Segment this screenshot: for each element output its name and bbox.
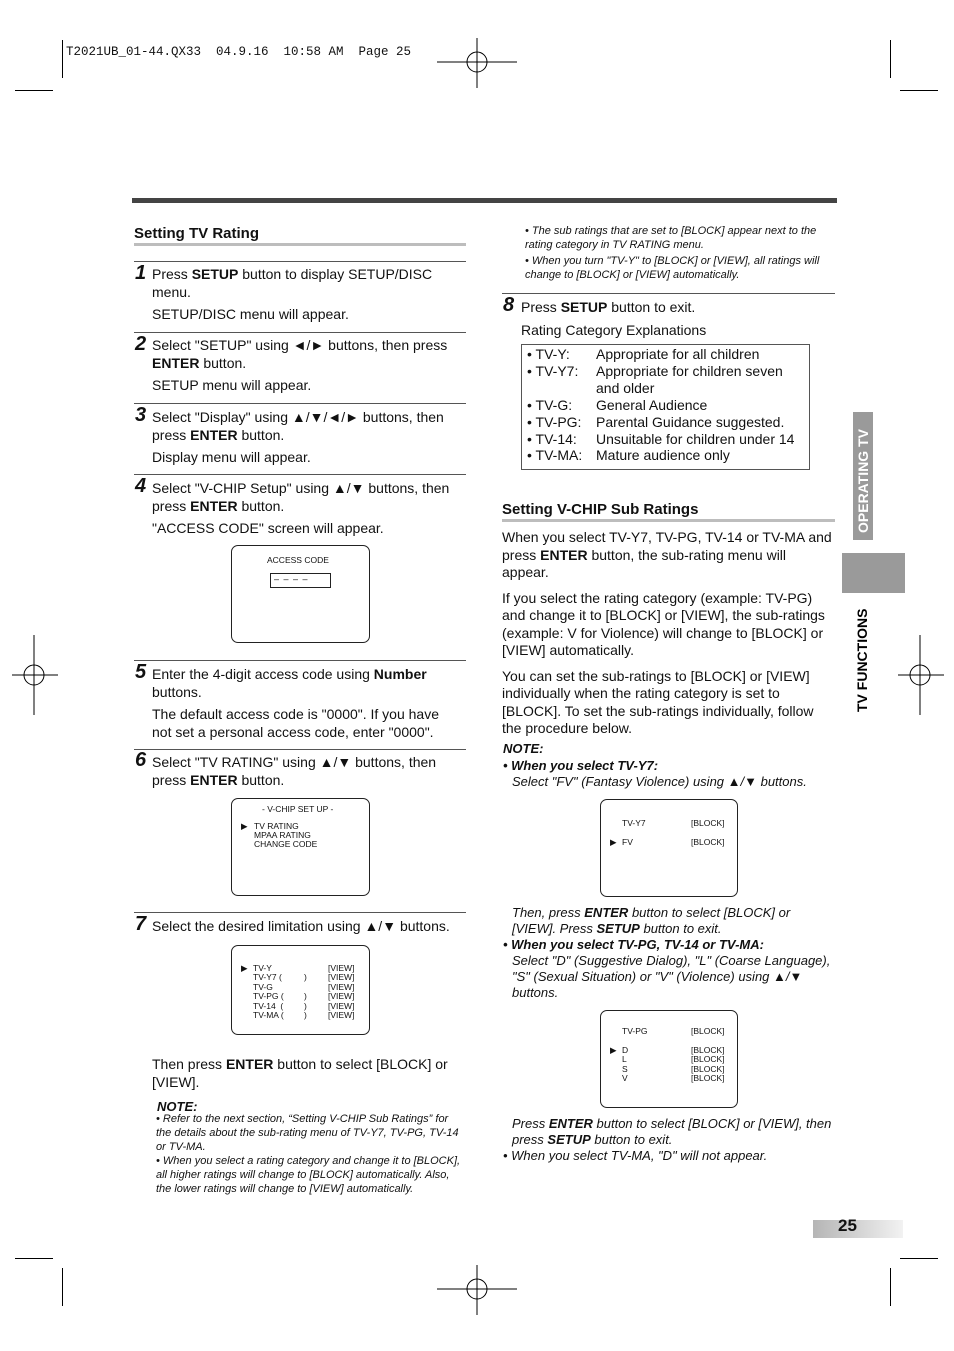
step-2-text: Select "SETUP" using ◄/► buttons, then press ENTER button. SETUP menu will appear. (152, 337, 448, 393)
step-5-text: Enter the 4-digit access code using Number buttons. The default access code is "0000". If you have not set a personal access code, enter "0000". (152, 666, 439, 740)
step-divider (134, 332, 466, 333)
sub-rating-label: L (622, 1054, 627, 1064)
category-code: • TV-MA: (527, 447, 583, 463)
top-note: • The sub ratings that are set to [BLOCK] appear next to the rating category in TV RATING menu. (525, 225, 817, 251)
sub-rating-intro: When you select TV-Y7, TV-PG, TV-14 or TV-MA and press ENTER button, the sub-rating menu will appear. If you select the rating category (example: TV-PG) and change it to [BLOCK] or [VIEW], the sub-ratings (example: V for Violence) will change to [BLOCK] or [VIEW] automatically. You can set the sub-ratings to [BLOCK] or [VIEW] individually when the rating category is set to [BLOCK]. To set the sub-ratings individually, follow the procedure below. (502, 529, 832, 736)
rating-label: TV-MA ( (253, 1010, 284, 1020)
sub-rating-value: [BLOCK] (691, 1045, 725, 1055)
rating-label: TV-Y7 (622, 818, 646, 828)
top-note: • When you turn "TV-Y" to [BLOCK] or [VIEW], all ratings will change to [BLOCK] or [VIEW] automatically. (525, 255, 820, 281)
sub-rating-label: D (622, 1045, 629, 1055)
sub-rating-value: [BLOCK] (691, 1054, 725, 1064)
sub-rating-value: [BLOCK] (691, 1073, 725, 1083)
category-desc: General Audience (596, 397, 708, 413)
menu-item: TV RATING (254, 821, 299, 831)
rating-paren: ) (304, 1010, 307, 1020)
crop-mark (900, 1258, 938, 1259)
registration-mark-icon (437, 1265, 517, 1315)
category-code: • TV-Y7: (527, 363, 579, 379)
rating-value: [VIEW] (328, 1010, 355, 1020)
section-title: Setting V-CHIP Sub Ratings (502, 501, 699, 518)
cursor-arrow-icon: ▶ (241, 963, 248, 973)
step-divider (134, 749, 466, 750)
category-desc: Unsuitable for children under 14 (596, 431, 795, 447)
code-input-box (270, 573, 331, 588)
code-placeholder: – – – – (274, 574, 309, 584)
tv-pg-subrating-screen (600, 1010, 738, 1108)
step-4-text: Select "V-CHIP Setup" using ▲/▼ buttons, then press ENTER button. "ACCESS CODE" screen will appear. (152, 480, 450, 536)
note-heading: NOTE: (503, 741, 544, 756)
menu-item: MPAA RATING (254, 830, 311, 840)
cursor-arrow-icon: ▶ (610, 1045, 617, 1055)
section-rule (502, 519, 835, 522)
step-number: 6 (135, 749, 147, 771)
rating-value: [VIEW] (328, 982, 355, 992)
note-subhead: • When you select TV-PG, TV-14 or TV-MA: (503, 937, 764, 952)
sub-rating-label: FV (622, 837, 633, 847)
cursor-arrow-icon: ▶ (610, 837, 617, 847)
note-heading: NOTE: (157, 1099, 198, 1114)
side-tab-label: OPERATING TV (855, 429, 871, 533)
rating-paren: ) (304, 972, 307, 982)
rating-label: TV-PG (622, 1026, 648, 1036)
rating-value: [VIEW] (328, 963, 355, 973)
rating-label: TV-Y (253, 963, 272, 973)
rating-value: [VIEW] (328, 1001, 355, 1011)
rating-value: [VIEW] (328, 991, 355, 1001)
note-subhead: • When you select TV-Y7: (503, 758, 659, 773)
step-number: 8 (503, 294, 515, 316)
note-text: • When you select a rating category and change it to [BLOCK], all higher ratings will change to [BLOCK] automatically. Also, the lower ratings will change to [VIEW] automatically. (156, 1155, 461, 1195)
crop-mark (890, 40, 891, 78)
note-text: • When you select TV-MA, "D" will not appear. (503, 1148, 768, 1163)
vchip-setup-screen (231, 798, 370, 896)
page-number: 25 (838, 1216, 857, 1235)
step-divider (502, 293, 835, 294)
note-text: Select "D" (Suggestive Dialog), "L" (Coarse Language), "S" (Sexual Situation) or "V" (Violence) using ▲/▼ buttons. (512, 953, 831, 1000)
side-tab-marker (842, 553, 905, 593)
step-6-text: Select "TV RATING" using ▲/▼ buttons, then press ENTER button. (152, 754, 437, 788)
file-slug: T2021UB_01-44.QX33 04.9.16 10:58 AM Page 25 (66, 45, 412, 59)
crop-mark (15, 1258, 53, 1259)
category-code: • TV-G: (527, 397, 573, 413)
cursor-arrow-icon: ▶ (241, 821, 248, 831)
screen-title: - V-CHIP SET UP - (262, 804, 334, 814)
registration-mark-icon (898, 635, 944, 715)
screen-title: ACCESS CODE (267, 555, 329, 565)
menu-item: CHANGE CODE (254, 839, 318, 849)
side-tab-label: TV FUNCTIONS (854, 608, 870, 712)
step-number: 2 (135, 333, 147, 355)
step-number: 3 (135, 404, 147, 426)
step-number: 7 (135, 913, 147, 935)
sub-rating-label: S (622, 1064, 628, 1074)
category-code: • TV-PG: (527, 414, 582, 430)
section-rule (134, 243, 466, 246)
crop-mark (62, 40, 63, 78)
rating-label: TV-PG ( (253, 991, 284, 1001)
crop-mark (900, 90, 938, 91)
step-divider (134, 261, 466, 262)
step-3-text: Select "Display" using ▲/▼/◄/► buttons, then press ENTER button. Display menu will appear. (152, 409, 444, 465)
section-title: Setting TV Rating (134, 225, 259, 242)
page-number-bar (813, 1220, 903, 1238)
step-8-text: Press SETUP button to exit. Rating Category Explanations (521, 299, 707, 338)
category-desc: Mature audience only (596, 447, 730, 463)
sub-rating-value: [BLOCK] (691, 1064, 725, 1074)
note-text: Select "FV" (Fantasy Violence) using ▲/▼ buttons. (512, 774, 807, 789)
after-step-7-text: Then press ENTER button to select [BLOCK] or [VIEW]. (152, 1056, 448, 1090)
registration-mark-icon (437, 38, 517, 88)
rating-paren: ) (304, 991, 307, 1001)
category-code: • TV-Y: (527, 346, 570, 362)
step-divider (134, 474, 466, 475)
step-divider (134, 403, 466, 404)
note-text: Then, press ENTER button to select [BLOCK] or [VIEW]. Press SETUP button to exit. (512, 905, 791, 936)
note-text: Press ENTER button to select [BLOCK] or [VIEW], then press SETUP button to exit. (512, 1116, 832, 1147)
rating-value: [BLOCK] (691, 1026, 725, 1036)
sub-rating-value: [BLOCK] (691, 837, 725, 847)
step-number: 4 (135, 475, 147, 497)
category-desc: Parental Guidance suggested. (596, 414, 785, 430)
step-number: 1 (135, 262, 147, 284)
category-desc: Appropriate for children seven (596, 363, 783, 379)
step-1-text: Press SETUP button to display SETUP/DISC menu. SETUP/DISC menu will appear. (152, 266, 433, 322)
category-code: • TV-14: (527, 431, 577, 447)
access-code-screen (231, 545, 370, 643)
step-divider (134, 912, 466, 913)
rating-value: [BLOCK] (691, 818, 725, 828)
registration-mark-icon (12, 635, 58, 715)
rating-paren: ) (304, 1001, 307, 1011)
step-7-text: Select the desired limitation using ▲/▼ buttons. (152, 918, 450, 934)
sub-rating-label: V (622, 1073, 628, 1083)
category-desc: Appropriate for all children (596, 346, 760, 362)
rating-value: [VIEW] (328, 972, 355, 982)
rating-label: TV-14 ( (253, 1001, 284, 1011)
step-divider (134, 660, 466, 661)
note-text: • Refer to the next section, “Setting V-CHIP Sub Ratings” for the details about the sub-rating menu of TV-Y7, TV-PG, TV-14 or TV-MA. (156, 1113, 459, 1153)
crop-mark (62, 1268, 63, 1306)
rating-label: TV-G (253, 982, 273, 992)
rating-label: TV-Y7 ( (253, 972, 282, 982)
tv-rating-screen (231, 945, 370, 1035)
step-number: 5 (135, 661, 147, 683)
crop-mark (890, 1268, 891, 1306)
rating-category-table (521, 344, 810, 470)
tv-y7-subrating-screen (600, 799, 738, 897)
crop-mark (15, 90, 53, 91)
header-bar (132, 198, 837, 203)
category-desc: and older (596, 380, 655, 396)
